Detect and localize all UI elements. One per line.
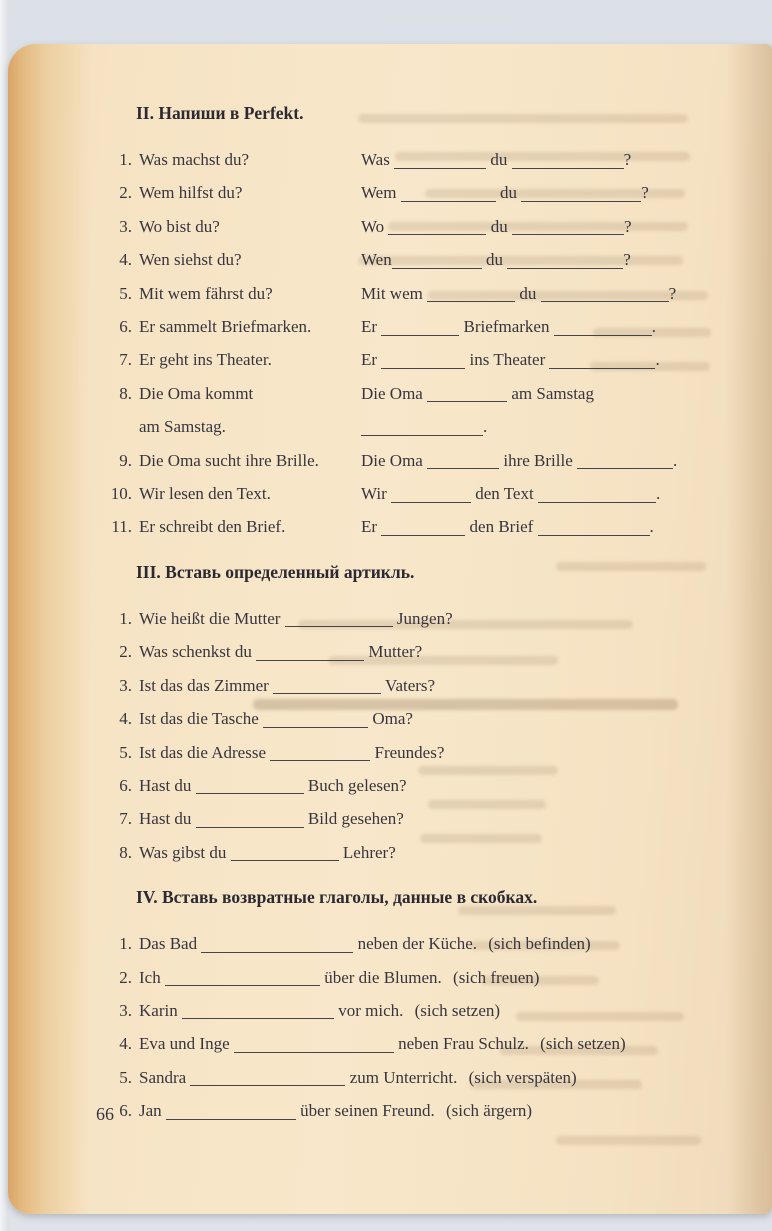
answer-line [361,310,716,343]
answer-blank [166,1107,296,1120]
item-question [139,210,361,243]
exercise-item [96,176,716,209]
answer-blank [196,815,304,828]
exercise-item [96,602,716,635]
question-line: Die Oma kommt [139,383,254,403]
exercise-item [96,635,716,668]
question-line: am Samstag. [139,417,226,437]
item-sentence [139,1094,716,1127]
answer-blank [538,523,650,536]
answer-blank [196,781,304,794]
text-fragment: Wem [361,183,397,203]
answer-blank [391,490,471,503]
item-answer-template [361,343,716,376]
answer-line [361,343,716,376]
text-fragment: . [483,417,488,437]
text-fragment: Mit wem [361,283,423,303]
text-fragment: Jungen? [396,608,453,628]
question-line: Er geht ins Theater. [139,350,272,370]
text-fragment: . [655,350,660,370]
exercise-item [96,1027,716,1060]
page-curve-shadow [726,44,772,1214]
text-fragment: . [651,317,656,337]
answer-blank [273,681,381,694]
text-fragment: Was gibst du [139,842,227,862]
question-line: Was machst du? [139,150,250,169]
exercise-item [96,343,716,376]
item-sentence [139,994,716,1027]
question-line: Die Oma sucht ihre Brille. [139,450,319,470]
section-iv [96,880,716,1127]
answer-blank [512,222,624,235]
item-sentence [139,927,716,960]
page-number: 66 [96,1104,114,1124]
question-line: Mit wem fährst du? [139,283,273,303]
exercise-item [96,510,716,543]
text-fragment: ? [623,216,632,236]
item-answer-template [361,176,716,209]
item-question [139,143,361,176]
text-fragment: Was schenkst du [139,642,252,662]
question-line: Er schreibt den Brief. [139,517,286,537]
item-number: 6. [119,317,132,337]
answer-blank [231,848,339,861]
answer-blank [507,256,623,269]
text-fragment: Mutter? [368,642,423,662]
exercise-item [96,243,716,276]
answer-blank [201,940,353,953]
item-answer-template [361,444,716,477]
text-fragment: Wen [361,250,392,270]
text-fragment: Ist das die Tasche [139,709,259,729]
item-sentence [139,702,716,735]
answer-blank [361,423,483,436]
answer-blank [270,748,370,761]
section-iv-title: IV. Вставь возвратные глаголы, данные в скобках. [136,887,538,908]
text-fragment: du [490,216,508,236]
section-ii-title: II. Напиши в Perfekt. [136,103,304,123]
text-fragment: Was [361,150,390,169]
text-fragment: ins Theater [469,350,546,370]
question-line: Er sammelt Briefmarken. [139,317,312,337]
exercise-item [96,927,716,960]
text-fragment: Wo [361,216,385,236]
text-fragment: neben Frau Schulz. [398,1034,529,1054]
exercise-item [96,1094,716,1127]
item-answer-template [361,510,716,543]
item-sentence [139,602,716,635]
exercise-item [96,277,716,310]
text-fragment: ? [668,283,677,303]
item-number: 11. [111,517,132,537]
exercise-item [96,1061,716,1094]
exercise-item [96,310,716,343]
item-sentence [139,802,716,835]
text-fragment: neben der Küche. [357,934,477,954]
exercise-item [96,210,716,243]
text-fragment: . [649,517,654,537]
item-answer-template [361,210,716,243]
verb-hint: (sich setzen) [540,1034,626,1054]
item-number: 3. [119,1000,132,1020]
text-fragment: Er [361,317,378,337]
exercise-item [96,669,716,702]
answer-blank [165,973,320,986]
question-line: Wen siehst du? [139,250,242,270]
text-fragment: Karin [139,1000,178,1020]
item-number: 7. [119,350,132,370]
text-fragment: Sandra [139,1067,187,1087]
answer-blank [394,156,486,169]
item-question [139,277,361,310]
text-fragment: ? [623,250,631,270]
text-fragment: am Samstag [511,383,594,403]
item-question [139,343,361,376]
answer-line [361,377,716,410]
text-fragment: Wir [361,484,387,504]
exercise-item [96,836,716,869]
text-fragment: . [655,484,661,504]
item-number: 4. [119,250,132,270]
text-fragment: vor mich. [338,1000,404,1020]
section-ii [96,96,716,544]
text-fragment: Ist das die Adresse [139,742,267,762]
text-fragment: zum Unterricht. [349,1067,458,1087]
verb-hint: (sich ärgern) [445,1101,533,1121]
item-number: 5. [119,1067,132,1087]
item-question [139,444,361,477]
item-sentence [139,769,716,802]
ghost-text-artifact [556,1136,701,1145]
text-fragment: Hast du [139,775,192,795]
item-sentence [139,669,716,702]
text-fragment: über seinen Freund. [300,1101,435,1121]
item-number: 3. [119,216,132,236]
item-number: 2. [119,642,132,662]
item-number: 9. [119,450,132,470]
answer-blank [381,323,459,336]
item-question [139,477,361,510]
text-fragment: über die Blumen. [324,967,442,987]
book-page-edge-stack [8,44,90,1214]
answer-line [361,243,716,276]
section-iii-title: III. Вставь определенный артикль. [136,561,415,582]
item-answer-template [361,377,716,444]
answer-blank [381,356,465,369]
text-fragment: ? [623,150,632,169]
item-question [139,310,361,343]
text-fragment: du [485,250,503,270]
text-fragment: Buch gelesen? [307,775,407,795]
answer-blank [401,189,496,202]
item-answer-template [361,477,716,510]
item-number: 8. [119,383,132,403]
item-question [139,243,361,276]
item-sentence [139,635,716,668]
exercise-item [96,377,716,444]
item-answer-template [361,143,716,176]
answer-blank [388,222,486,235]
text-fragment: Vaters? [385,675,436,695]
text-fragment: Bild gesehen? [307,809,404,829]
text-fragment: Wie heißt die Mutter [139,608,281,628]
answer-blank [577,456,673,469]
exercise-item [96,702,716,735]
item-number: 1. [119,934,132,954]
item-number: 5. [119,283,132,303]
exercise-item [96,994,716,1027]
item-number: 4. [119,1034,132,1054]
answer-blank [234,1040,394,1053]
verb-hint: (sich befinden) [488,934,591,954]
answer-line [361,210,716,243]
answer-blank [182,1006,334,1019]
text-fragment: ? [641,183,649,203]
text-fragment: Er [361,350,378,370]
item-number: 1. [119,150,132,169]
item-sentence [139,1027,716,1060]
item-sentence [139,1061,716,1094]
answer-line [361,477,716,510]
text-fragment: Hast du [139,809,192,829]
verb-hint: (sich verspäten) [468,1067,577,1087]
item-answer-template [361,310,716,343]
item-number: 4. [119,709,132,729]
answer-blank [549,356,655,369]
answer-blank [512,156,624,169]
text-fragment: ihre Brille [503,450,573,470]
answer-line [361,510,716,543]
exercise-item [96,769,716,802]
item-sentence [139,961,716,994]
item-number: 5. [119,742,132,762]
item-number: 8. [119,842,132,862]
text-fragment: Ist das das Zimmer [139,675,269,695]
verb-hint: (sich setzen) [414,1000,501,1020]
text-fragment: Ich [139,967,161,987]
answer-line [361,444,716,477]
answer-blank [538,490,656,503]
answer-blank [427,389,507,402]
exercise-item [96,143,716,176]
exercise-item [96,736,716,769]
text-fragment: Die Oma [361,383,423,403]
item-question [139,510,361,543]
answer-blank [427,289,515,302]
question-line: Wir lesen den Text. [139,484,271,504]
answer-blank [554,323,652,336]
answer-line [361,143,716,176]
answer-blank [263,715,368,728]
item-answer-template [361,277,716,310]
answer-line [361,410,716,443]
answer-blank [285,614,393,627]
text-fragment: du [499,183,517,203]
item-number: 2. [119,183,132,203]
text-fragment: Oma? [372,709,413,729]
book-page [8,44,772,1214]
text-fragment: Lehrer? [342,842,396,862]
answer-blank [427,456,499,469]
text-fragment: . [673,450,678,470]
item-sentence [139,736,716,769]
exercise-item [96,477,716,510]
answer-blank [190,1073,345,1086]
item-number: 2. [119,967,132,987]
question-line: Wem hilfst du? [139,183,243,203]
answer-blank [541,289,669,302]
exercise-item [96,961,716,994]
text-fragment: du [490,150,508,169]
answer-blank [381,523,465,536]
answer-blank [521,189,641,202]
item-sentence [139,836,716,869]
item-number: 6. [119,775,132,795]
text-fragment: Briefmarken [463,317,550,337]
answer-line [361,176,716,209]
answer-blank [392,256,482,269]
text-fragment: Freundes? [374,742,445,762]
text-fragment: du [519,283,537,303]
section-iii [96,555,716,869]
exercise-item [96,802,716,835]
text-fragment: Das Bad [139,934,198,954]
text-fragment: den Brief [469,517,534,537]
item-question [139,176,361,209]
text-fragment: Er [361,517,378,537]
question-line: Wo bist du? [139,216,220,236]
item-number: 1. [119,608,132,628]
text-fragment: Die Oma [361,450,423,470]
item-question [139,377,361,444]
text-fragment: Eva und Inge [139,1034,230,1054]
answer-blank [256,648,364,661]
text-fragment: den Text [475,484,534,504]
item-number: 7. [119,809,132,829]
item-answer-template [361,243,716,276]
item-number: 10. [110,484,132,504]
answer-line [361,277,716,310]
exercise-item [96,444,716,477]
item-number: 6. [119,1101,132,1121]
text-fragment: Jan [139,1101,162,1121]
item-number: 3. [119,675,132,695]
verb-hint: (sich freuen) [453,967,540,987]
exercises [96,96,716,1128]
